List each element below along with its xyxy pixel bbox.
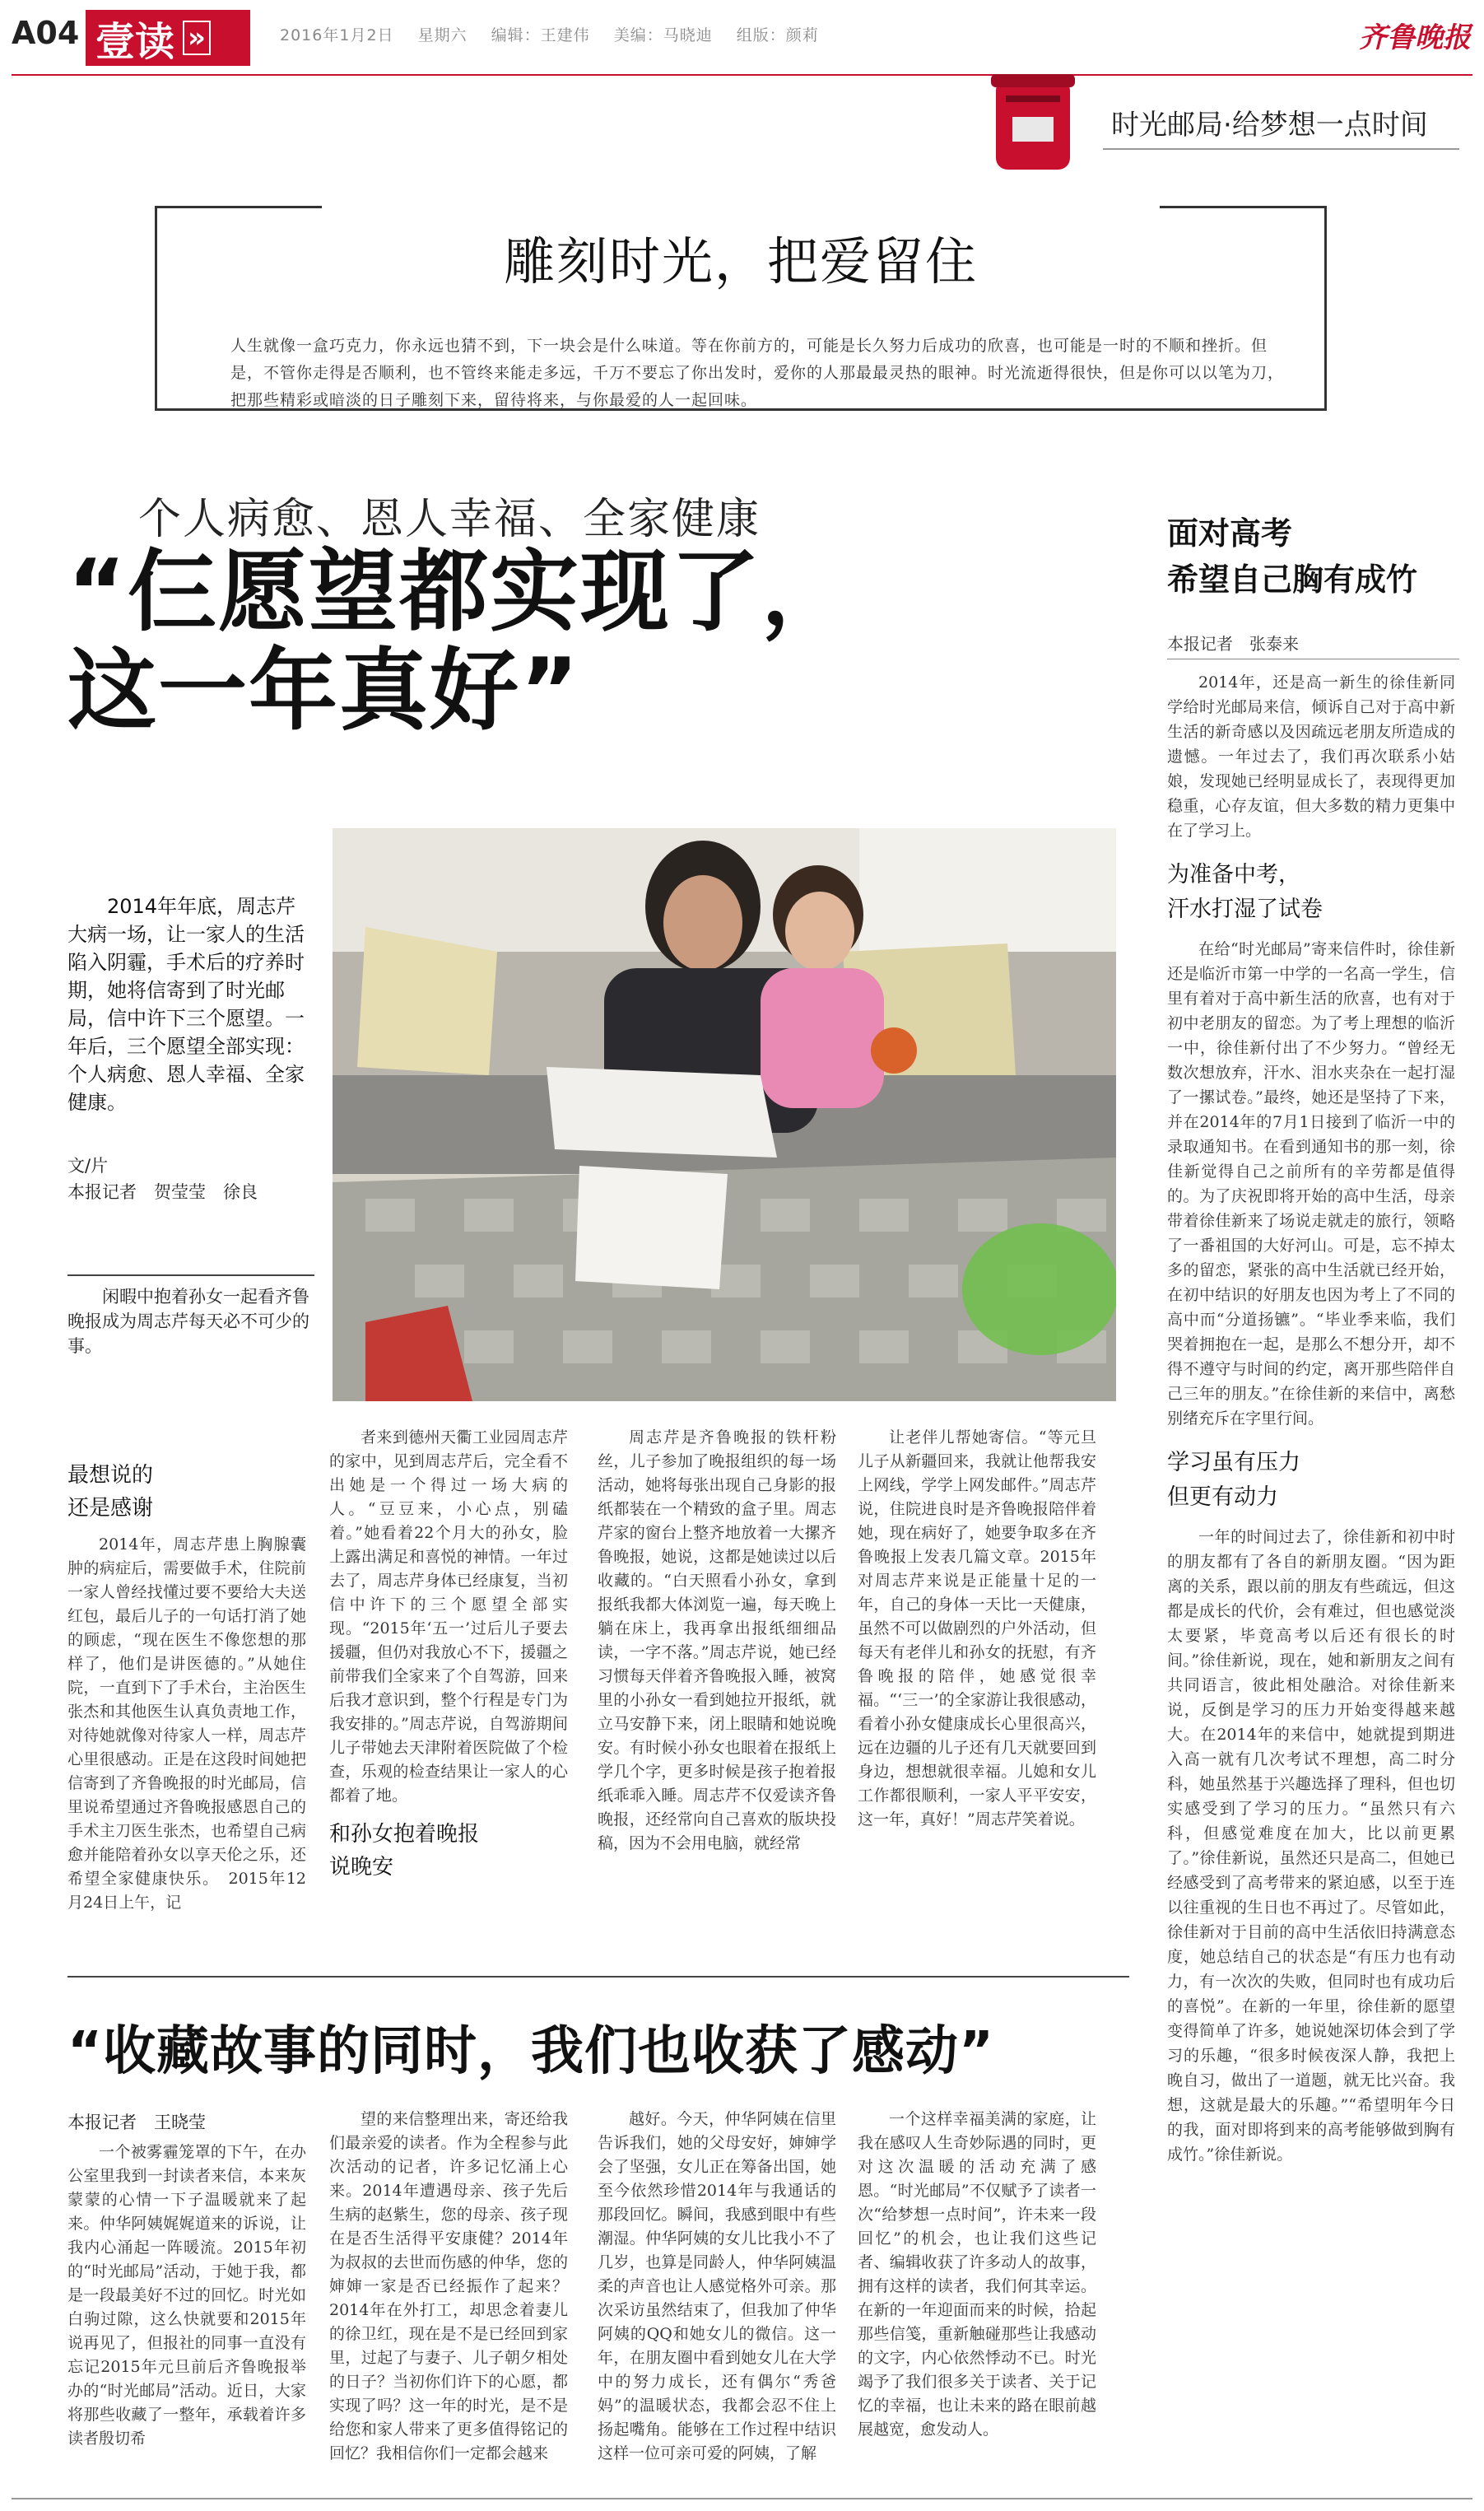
side-paragraph-2: 在给“时光邮局”寄来信件时，徐佳新还是临沂市第一中学的一名高一学生，信里有着对于高中新生活的欣喜，也有对于初中老朋友的留恋。为了考上理想的临沂一中，徐佳新付出了不少努力。“曾经无数次想放弃，汗水、泪水夹杂在一起打湿了一摞试卷。”最终，她还是坚持了下来，并在2014年的7月1日接到了临沂一中的录取通知书。在看到通知书的那一刻，徐佳新觉得自己之前所有的辛劳都是值得的。为了庆祝即将开始的高中生活，母亲带着徐佳新来了场说走就走的旅行，领略了一番祖国的大好河山。可是，忘不掉太多的留恋，紧张的高中生活就已经开始，在初中结识的好朋友也因为考上了不同的高中而“分道扬镳”。“毕业季来临，我们哭着拥抱在一起，是那么不想分开，却不得不遵守与时间的约定，离开那些陪伴自己三年的朋友。”在徐佳新的来信中，离愁别绪充斥在字里行间。 <box>1167 940 1455 1428</box>
column-3-text: 周志芹是齐鲁晚报的铁杆粉丝，儿子参加了晚报组织的每一场活动，她将每张出现自己身影的报纸都装在一个精致的盒子里。周志芹家的窗台上整齐地放着一大摞齐鲁晚报，她说，这都是她读过以后收藏的。“白天照看小孙女，拿到报纸我都大体浏览一遍，每天晚上躺在床上，我再拿出报纸细细品读，一字不落。”周志芹说，她已经习惯每天伴着齐鲁晚报入睡，被窝里的小孙女一看到她拉开报纸，就立马安静下来，闭上眼睛和她说晚安。有时候小孙女也眼着在报纸上学几个字，更多时候是孩子抱着报纸乖乖入睡。周志芹不仅爱读齐鲁晚报，还经常向自己喜欢的版块投稿，因为不会用电脑，就经常 <box>598 1428 836 1852</box>
side-title-line-2: 希望自己胸有成竹 <box>1167 561 1418 598</box>
subheading-1 <box>67 1459 306 1525</box>
credit-reporters: 本报记者 贺莹莹 徐良 <box>67 1182 258 1202</box>
article-column-2 <box>329 1426 568 1892</box>
side-paragraph-1: 2014年，还是高一新生的徐佳新同学给时光邮局来信，倾诉自己对于高中新生活的新奇感以及因疏远老朋友所造成的遗憾。一年过去了，我们再次联系小姑娘，发现她已经明显成长了，表现得更加稳重，心存友谊，但大多数的精力更集中在了学习上。 <box>1167 673 1455 840</box>
column-2-text: 者来到德州天衢工业园周志芹的家中，见到周志芹后，完全看不出她是一个得过一场大病的人。“豆豆来，小心点，别磕着。”她看着22个月大的孙女，脸上露出满足和喜悦的神情。一年过去了，周志芹身体已经康复，当初信中许下的三个愿望全部实现。“2015年‘五一’过后儿子要去援疆，但仍对我放心不下，援疆之前带我们全家来了个自驾游，回来后我才意识到，整个行程是专门为我安排的。”周志芹说，自驾游期间儿子带她去天津附着医院做了个检查，乐观的检查结果让一家人的心都着了地。 <box>329 1428 568 1805</box>
subheading-1-line-2: 还是感谢 <box>67 1496 154 1521</box>
headline-line-2: 这一年真好” <box>67 640 580 743</box>
section-label: 壹读 <box>95 18 175 65</box>
column-title: 时光邮局·给梦想一点时间 <box>1111 109 1428 142</box>
section-badge <box>86 10 250 66</box>
column-1-text: 2014年，周志芹患上胸腺囊肿的病症后，需要做手术，住院前一家人曾经找懂过要不要给大夫送红包，最后儿子的一句话打消了她的顾虑，“现在医生不像您想的那样了，他们是讲医德的。”从她住院，一直到下了手术台，主治医生张杰和其他医生认真负责地工作，对待她就像对待家人一样，周志芹心里很感动。正是在这段时间她把信寄到了齐鲁晚报的时光邮局，信里说希望通过齐鲁晚报感恩自己的手术主刀医生张杰，也希望自己病愈并能陪着孙女以享天伦之乐，还希望全家健康快乐。 2015年12月24日上午，记 <box>67 1535 306 1912</box>
second-column-3 <box>598 2108 836 2466</box>
side-subheading-1-line-1: 为准备中考， <box>1167 862 1300 887</box>
subheading-2 <box>329 1818 568 1884</box>
second-column-2 <box>329 2108 568 2466</box>
side-subheading-1-line-2: 汗水打湿了试卷 <box>1167 897 1323 922</box>
page-bottom-divider <box>12 2498 1472 2499</box>
second-column-4-text: 一个这样幸福美满的家庭，让我在感叹人生奇妙际遇的同时，更对这次温暖的活动充满了感恩。“时光邮局”不仅赋予了读者一次“给梦想一点时间”，许未来一段回忆”的机会，也让我们这些记者、编辑收获了许多动人的故事，拥有这样的读者，我们何其幸运。在新的一年迎面而来的时候，拾起那些信笺，重新触碰那些让我感动的文字，内心依然悸动不已。时光竭予了我们很多关于读者、关于记忆的幸福，也让未来的路在眼前越展越宽，愈发动人。 <box>858 2110 1096 2439</box>
side-subheading-1 <box>1167 858 1455 927</box>
column-4-text: 让老伴儿帮她寄信。“等元旦儿子从新疆回来，我就让他帮我安上网线，学学上网发邮件。”周志芹说，住院进良时是齐鲁晚报陪伴着她，现在病好了，她要争取多在齐鲁晚报上发表几篇文章。2015年对周志芹来说是正能量十足的一年，自己的身体一天比一天健康，虽然不可以做剧烈的户外活动，但每天有老伴儿和孙女的抚慰，有齐鲁晚报的陪伴，她感觉很幸福。“‘三一’的全家游让我很感动，看着小孙女健康成长心里很高兴，远在边疆的儿子还有几天就要回到身边，想想就很幸福。儿媳和女儿工作都很顺利，一家人平平安安，这一年，真好！”周志芹笑着说。 <box>858 1428 1096 1829</box>
side-subheading-2 <box>1167 1446 1455 1515</box>
credit-type: 文/片 <box>67 1156 109 1176</box>
caption-divider <box>67 1274 314 1276</box>
layout-credit: 组版：颜莉 <box>736 26 819 44</box>
headline-line-1: “仨愿望都实现了， <box>67 541 852 644</box>
article-divider <box>67 1976 1129 1978</box>
issue-weekday: 星期六 <box>417 26 468 44</box>
second-column-3-text: 越好。今天，仲华阿姨在信里告诉我们，她的父母安好，婶婶学会了坚强，女儿正在筹备出国，她至今依然珍惜2014年与我通话的那段回忆。瞬间，我感到眼中有些潮湿。仲华阿姨的女儿比我小不了几岁，也算是同龄人，仲华阿姨温柔的声音也让人感觉格外可亲。那次采访虽然结束了，但我加了仲华阿姨的QQ和她女儿的微信。这一年，在朋友圈中看到她女儿在大学中的努力成长，还有偶尔“秀爸妈”的温暖状态，我都会忍不住上扬起嘴角。能够在工作过程中结识这样一位可亲可爱的阿姨，了解 <box>598 2110 836 2462</box>
second-article-headline: “收藏故事的同时，我们也收获了感动” <box>67 2021 995 2082</box>
article-photo <box>333 828 1116 1401</box>
subheading-2-line-1: 和孙女抱着晚报 <box>329 1822 480 1847</box>
side-paragraph-3: 一年的时间过去了，徐佳新和初中时的朋友都有了各自的新朋友圈。“因为距离的关系，跟以前的朋友有些疏远，但这都是成长的代价，会有难过，但也感觉淡太要紧，毕竟高考以后还有很长的时间。”徐佳新说，现在，她和新朋友之间有共同语言，彼此相处融洽。对徐佳新来说，反倒是学习的压力开始变得越来越大。在2014年的来信中，她就提到期进入高一就有几次考试不理想，高二时分科，她虽然基于兴趣选择了理科，但也切实感受到了学习的压力。“虽然只有六科，但感觉难度在加大，比以前更累了。”徐佳新说，虽然还只是高二，但她已经感受到了高考带来的紧迫感，以至于连以往重视的生日也不再过了。尽管如此，徐佳新对于目前的高中生活依旧持满意态度，她总结自己的状态是“有压力也有动力，有一次次的失败，但同时也有成功后的喜悦”。在新的一年里，徐佳新的愿望变得简单了许多，她说她深切体会到了学习的乐趣，“很多时候夜深人静，我把上晚自习，做出了一道题，就无比兴奋。我想，这就是最大的乐趣。”“希望明年今日的我，面对即将到来的高考能够做到胸有成竹。”徐佳新说。 <box>1167 1528 1455 2164</box>
article-lede: 2014年年底，周志芹大病一场，让一家人的生活陷入阴霾，手术后的疗养时期，她将信寄到了时光邮局，信中许下三个愿望。一年后，三个愿望全部实现：个人病愈、恩人幸福、全家健康。 <box>67 895 305 1114</box>
article-column-1 <box>67 1449 306 1915</box>
second-column-1-text: 一个被雾霾笼罩的下午，在办公室里我到一封读者来信，本来灰蒙蒙的心情一下子温暖就来了起来。仲华阿姨娓娓道来的诉说，让我内心涌起一阵暖流。2015年初的“时光邮局”活动，于她于我，都是一段最美好不过的回忆。时光如白驹过隙，这么快就要和2015年说再见了，但报社的同事一直没有忘记2015年元旦前后齐鲁晚报举办的“时光邮局”活动。近日，大家将那些收藏了一整年，承载着许多读者殷切希 <box>67 2143 306 2448</box>
article-kicker: 个人病愈、恩人幸福、全家健康 <box>138 495 761 544</box>
side-article-byline: 本报记者 张泰来 <box>1167 634 1299 654</box>
photo-caption: 闲暇中抱着孙女一起看齐鲁晚报成为周志芹每天必不可少的事。 <box>67 1287 309 1356</box>
chevron-right-icon: » <box>183 21 211 55</box>
side-article-title <box>1167 510 1463 603</box>
newspaper-logo: 齐鲁晚报 <box>1359 21 1471 54</box>
article-credit <box>67 1153 258 1205</box>
side-subheading-2-line-2: 但更有动力 <box>1167 1484 1278 1510</box>
article-column-4 <box>858 1426 1096 1832</box>
side-article-body <box>1167 670 1455 2167</box>
subheading-2-line-2: 说晚安 <box>329 1855 394 1880</box>
intro-title: 雕刻时光，把爱留住 <box>503 231 978 291</box>
side-title-line-1: 面对高考 <box>1167 515 1293 552</box>
editor-credit: 编辑：王建伟 <box>491 26 590 44</box>
page-number: A04 <box>12 15 80 51</box>
side-subheading-2-line-1: 学习虽有压力 <box>1167 1450 1300 1475</box>
intro-text: 人生就像一盒巧克力，你永远也猜不到，下一块会是什么味道。等在你前方的，可能是长久努力后成功的欣喜，也可能是一时的不顺和挫折。但是，不管你走得是否顺利，也不管终来能走多远，千万不要忘了你出发时，爱你的人那最最灵热的眼神。时光流逝得很快，但是你可以以笔为刀，把那些精彩或暗淡的日子雕刻下来，留待将来，与你最爱的人一起回味。 <box>230 337 1285 409</box>
mailbox-icon <box>988 71 1078 178</box>
column-divider <box>1103 148 1459 150</box>
second-column-1 <box>67 2141 306 2451</box>
issue-info <box>280 23 837 45</box>
second-article-byline: 本报记者 王晓莹 <box>67 2113 206 2132</box>
header-divider <box>12 74 1472 76</box>
article-headline <box>67 543 1137 741</box>
issue-date: 2016年1月2日 <box>280 26 394 44</box>
art-editor-credit: 美编：马晓迪 <box>613 26 713 44</box>
subheading-1-line-1: 最想说的 <box>67 1463 154 1488</box>
second-column-4 <box>858 2108 1096 2442</box>
article-column-3 <box>598 1426 836 1856</box>
second-column-2-text: 望的来信整理出来，寄还给我们最亲爱的读者。作为全程参与此次活动的记者，许多记忆涌上心来。2014年遭遇母亲、孩子先后生病的赵紫生，您的母亲、孩子现在是否生活得平安康健？2014年为叔叔的去世而伤感的仲华，您的婶婶一家是否已经振作了起来？2014年在外打工，却思念着妻儿的徐卫红，现在是不是已经回到家里，过起了与妻子、儿子朝夕相处的日子？当初你们许下的心愿，都实现了吗？这一年的时光，是不是给您和家人带来了更多值得铭记的回忆？我相信你们一定都会越来 <box>329 2110 568 2462</box>
